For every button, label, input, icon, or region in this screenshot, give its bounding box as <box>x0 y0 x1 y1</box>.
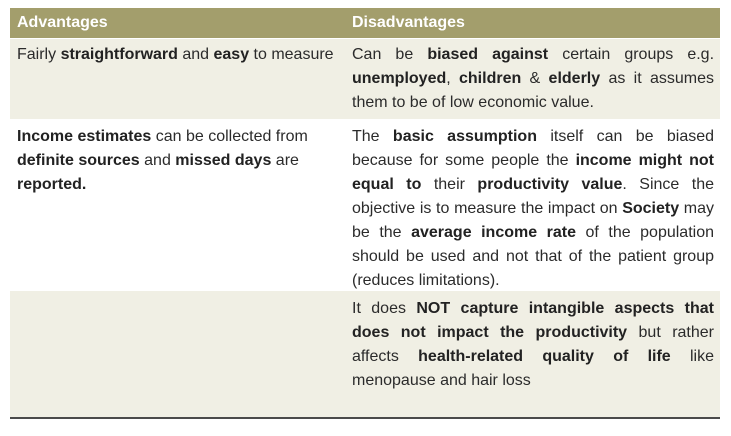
table-row <box>10 38 720 119</box>
text-run: like menopause and hair loss <box>352 348 714 389</box>
disadvantage-cell <box>340 43 720 119</box>
bold-text-run: NOT capture intangible aspects that does not impact the productivity <box>352 300 714 341</box>
bold-text-run: missed days <box>175 152 272 169</box>
comparison-table <box>10 8 720 419</box>
bold-text-run: reported. <box>17 176 87 193</box>
text-run: and <box>139 152 176 169</box>
text-run: their <box>421 176 478 193</box>
bold-text-run: Income estimates <box>17 128 152 145</box>
text-run: as it assumes them to be of low economic value. <box>352 70 715 111</box>
bold-text-run: straightforward <box>60 46 178 63</box>
bold-text-run: income might not equal to <box>352 152 714 193</box>
bold-text-run: productivity value <box>477 176 623 193</box>
text-run: may be the <box>352 200 715 241</box>
advantage-cell <box>10 125 340 291</box>
bold-text-run: definite sources <box>17 152 140 169</box>
table-row <box>10 119 720 291</box>
bold-text-run: Society <box>622 200 680 217</box>
bold-text-run: children <box>459 70 522 87</box>
text-run: & <box>521 70 549 87</box>
disadvantage-cell <box>340 297 720 417</box>
text-run: Can be <box>352 46 428 63</box>
bold-text-run: easy <box>213 46 250 63</box>
bold-text-run: elderly <box>548 70 601 87</box>
disadvantage-cell <box>340 125 720 291</box>
text-run: and <box>177 46 214 63</box>
bold-text-run: average income rate <box>411 224 576 241</box>
text-run: certain groups e.g. <box>548 46 715 63</box>
bold-text-run: basic assumption <box>392 128 537 145</box>
table-row <box>10 291 720 417</box>
advantage-cell <box>10 297 340 417</box>
text-run: The <box>352 128 393 145</box>
bold-text-run: biased against <box>427 46 549 63</box>
text-run: . Since the objective is to measure the impact on <box>352 176 715 217</box>
text-run: to measure <box>249 46 334 63</box>
text-run: , <box>446 70 459 87</box>
text-run: It does <box>352 300 417 317</box>
advantage-cell <box>10 43 340 119</box>
text-run: are <box>271 152 299 169</box>
text-run: itself can be biased because for some people the <box>352 128 715 169</box>
text-run: can be collected from <box>151 128 308 145</box>
table-header <box>10 8 720 38</box>
text-run: of the population should be used and not that of the patient group (reduces limitations). <box>352 224 714 289</box>
bold-text-run: health-related quality of life <box>418 348 671 365</box>
header-advantages: Advantages <box>17 14 108 31</box>
header-disadvantages: Disadvantages <box>352 14 465 31</box>
text-run: Fairly <box>17 46 61 63</box>
text-run: but rather affects <box>352 324 714 365</box>
bold-text-run: unemployed <box>352 70 447 87</box>
